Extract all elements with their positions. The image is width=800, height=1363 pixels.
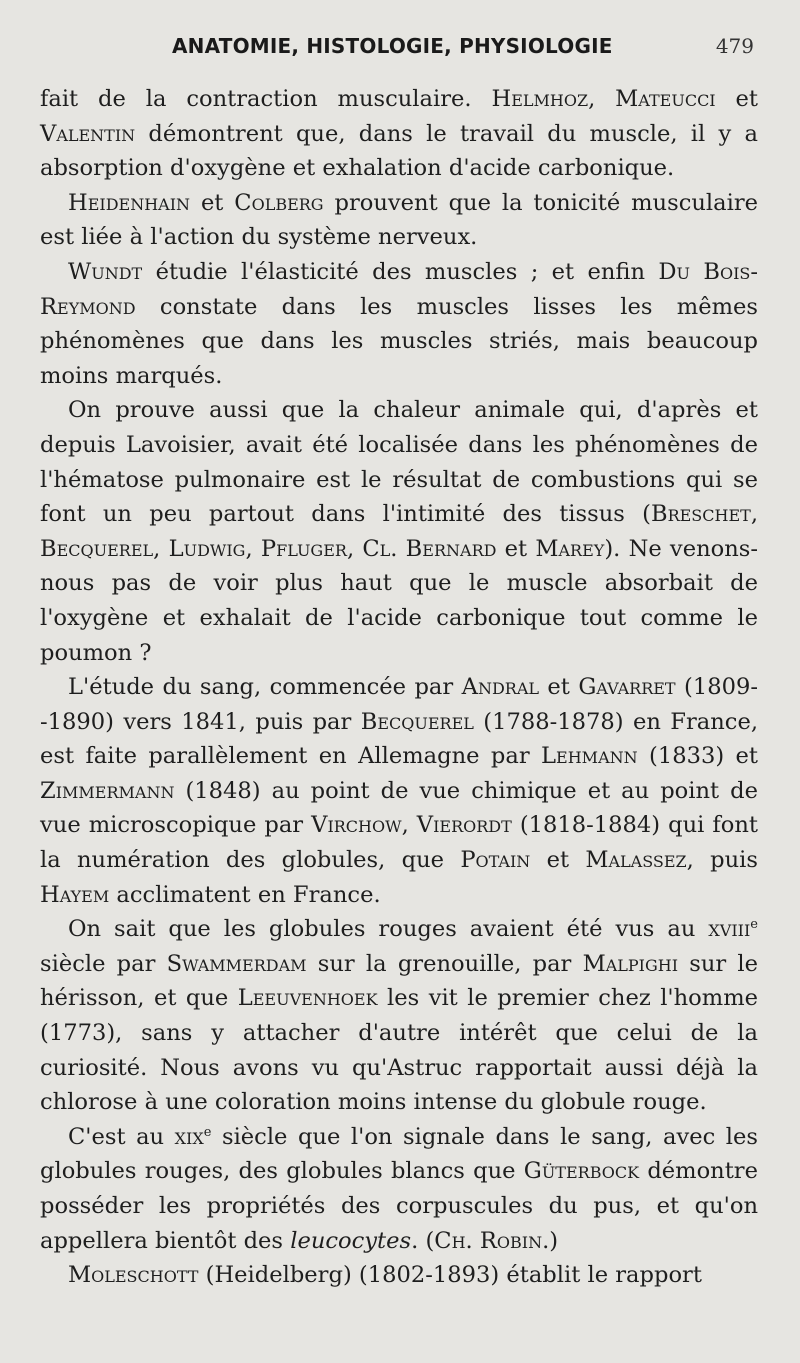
text-run: (1848) au point de vue chimique et au point de vue microscopique par bbox=[40, 777, 758, 839]
page-number: 479 bbox=[715, 34, 754, 58]
text-run: On prouve aussi que la chaleur animale qui, d'après et depuis Lavoisier, avait été localisée dans les phénomènes de l'hématose pulmonaire est le résultat de combustions qui se font un peu partout dans l'intimité des tissus ( bbox=[40, 397, 758, 528]
author-name: Heidenhain bbox=[68, 189, 191, 216]
author-name: Potain bbox=[460, 847, 531, 874]
text-run: démontrent que, dans le travail du muscle, il y a absorption d'oxygène et exhalation d'acide carbonique. bbox=[40, 120, 758, 182]
author-name: Zimmermann bbox=[40, 777, 175, 804]
text-run: sur la grenouille, par bbox=[306, 950, 583, 977]
author-name: Wundt bbox=[68, 258, 143, 285]
author-name: Becquerel bbox=[360, 708, 474, 735]
body-text bbox=[40, 82, 758, 1293]
author-name: Colberg bbox=[234, 189, 324, 216]
text-run: démontre posséder les propriétés des corpuscules du pus, et qu'on appellera bientôt des bbox=[40, 1158, 758, 1254]
text-run: et bbox=[530, 847, 586, 874]
text-run: , bbox=[750, 501, 758, 528]
author-name: Ludwig bbox=[168, 535, 246, 562]
author-name: Valentin bbox=[40, 120, 136, 147]
author-name: Helmhoz bbox=[491, 86, 589, 112]
author-name: Hayem bbox=[40, 881, 110, 908]
italic-term: leucocytes bbox=[290, 1227, 412, 1254]
superscript: e bbox=[203, 1124, 212, 1140]
author-name: Malassez bbox=[585, 847, 687, 874]
author-name: Swammerdam bbox=[166, 950, 307, 977]
author-name: Leeuvenhoek bbox=[237, 985, 378, 1012]
paragraph bbox=[40, 82, 758, 186]
author-name: Pfluger bbox=[260, 535, 347, 562]
text-run: les vit le premier chez l'homme (1773), sans y attacher d'autre intérêt que celui de la curiosité. Nous avons vu qu'Astruc rapportait aussi déjà la chlorose à une coloration moins intense du globule rouge. bbox=[40, 985, 759, 1116]
author-name: Du Bois-Reymond bbox=[40, 258, 759, 320]
text-run: (1809--1890) vers 1841, puis par bbox=[40, 674, 758, 735]
author-name: Lehmann bbox=[541, 743, 638, 770]
author-name: Ch. Robin bbox=[434, 1227, 543, 1254]
author-name: Andral bbox=[461, 674, 539, 701]
running-head-title: ANATOMIE, HISTOLOGIE, PHYSIOLOGIE bbox=[172, 34, 613, 58]
text-run: , bbox=[153, 535, 169, 562]
text-run: , bbox=[588, 86, 616, 112]
text-run: constate dans les muscles lisses les mêmes phénomènes que dans les muscles striés, mais beaucoup moins marqués. bbox=[40, 293, 758, 389]
text-run: (1818-1884) qui font la numération des globules, que bbox=[40, 812, 758, 874]
author-name: Malpighi bbox=[582, 950, 679, 977]
text-run: (Heidelberg) (1802-1893) établit le rapport bbox=[198, 1262, 702, 1289]
text-run: sur le hérisson, et que bbox=[40, 950, 758, 1012]
text-run: , bbox=[245, 535, 261, 562]
text-run: fait de la contraction musculaire. bbox=[40, 86, 492, 112]
author-name: Cl. Bernard bbox=[362, 535, 497, 562]
text-run: et bbox=[496, 535, 536, 562]
superscript: e bbox=[750, 917, 758, 933]
text-run: , bbox=[401, 812, 417, 839]
author-name: Gavarret bbox=[578, 674, 676, 701]
author-name: xix bbox=[174, 1123, 204, 1150]
author-name: Güterbock bbox=[523, 1158, 640, 1185]
paragraph bbox=[40, 1258, 758, 1293]
text-run: acclimatent en France. bbox=[109, 881, 381, 908]
author-name: Vierordt bbox=[416, 812, 512, 839]
text-run: étudie l'élasticité des muscles ; et enfin bbox=[142, 258, 659, 285]
text-run: ). Ne venons-nous pas de voir plus haut que le muscle absorbait de l'oxygène et exhalait de l'acide carbonique tout comme le poumon ? bbox=[40, 535, 758, 666]
paragraph bbox=[40, 1120, 758, 1258]
paragraph bbox=[40, 670, 758, 912]
text-run: , puis bbox=[686, 847, 758, 874]
author-name: Mateucci bbox=[615, 86, 716, 112]
author-name: Virchow bbox=[311, 812, 402, 839]
author-name: Becquerel bbox=[40, 535, 154, 562]
author-name: Moleschott bbox=[68, 1262, 199, 1289]
author-name: Breschet bbox=[650, 501, 751, 528]
paragraph bbox=[40, 912, 758, 1120]
paragraph bbox=[40, 255, 758, 393]
running-head bbox=[40, 34, 758, 64]
text-run: et bbox=[190, 189, 235, 216]
text-run: L'étude du sang, commencée par bbox=[68, 674, 462, 701]
text-run: prouvent que la tonicité musculaire est liée à l'action du système nerveux. bbox=[40, 189, 758, 251]
text-run: siècle que l'on signale dans le sang, avec les globules rouges, des globules blancs que bbox=[40, 1123, 758, 1185]
author-name: xviii bbox=[708, 916, 751, 943]
text-run: .) bbox=[542, 1227, 559, 1254]
paragraph bbox=[40, 393, 758, 670]
text-run: et bbox=[715, 86, 758, 112]
text-run: , bbox=[346, 535, 363, 562]
paragraph bbox=[40, 186, 758, 255]
text-run: . ( bbox=[411, 1227, 435, 1254]
text-run: et bbox=[539, 674, 579, 701]
text-run: C'est au bbox=[68, 1123, 175, 1150]
text-run: (1788-1878) en France, est faite parallèlement en Allemagne par bbox=[40, 708, 758, 770]
author-name: Marey bbox=[535, 535, 605, 562]
text-run: On sait que les globules rouges avaient été vus au bbox=[68, 916, 709, 943]
text-run: (1833) et bbox=[637, 743, 758, 770]
text-run: siècle par bbox=[40, 950, 167, 977]
